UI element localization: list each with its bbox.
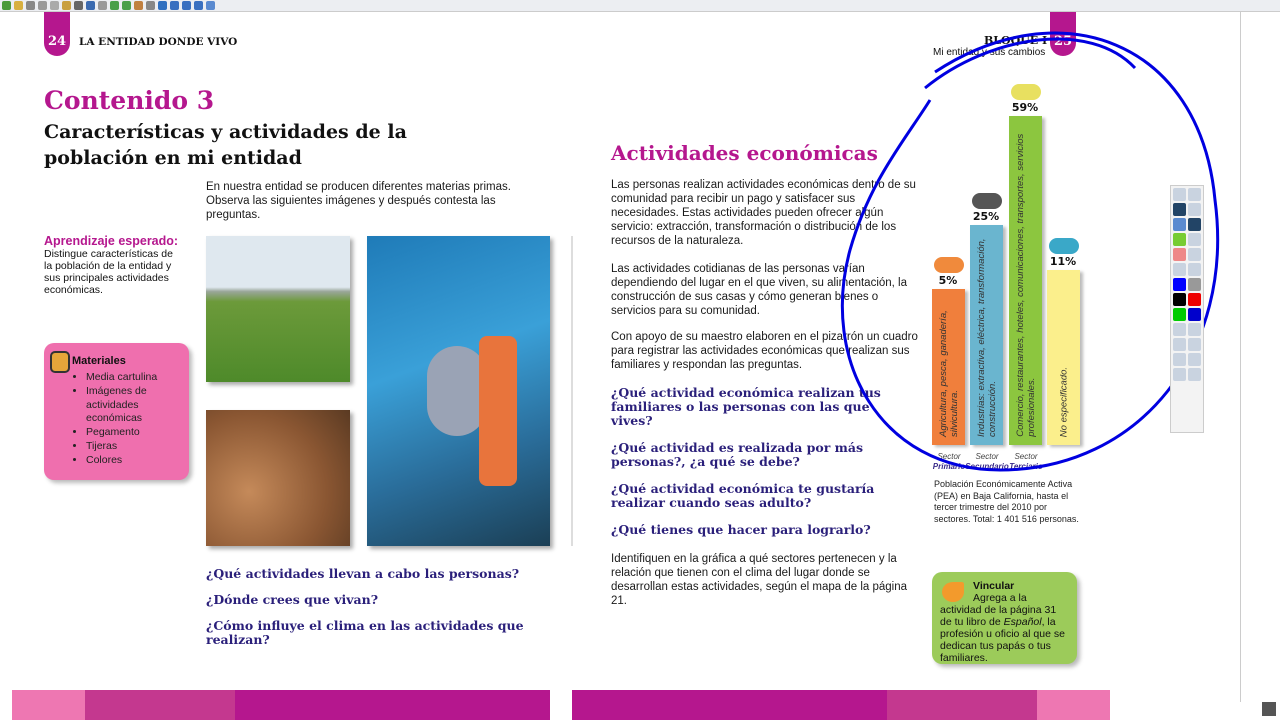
paragraph: Las personas realizan actividades económicas dentro de su comunidad para recibir un pago y satisfacer sus necesidades. Estas actividades pueden ofrecer algún servicio: extracción, transformación o distribución de los recursos de la naturaleza. — [611, 179, 916, 247]
pen-preview-swatch[interactable] — [1173, 188, 1186, 201]
question: ¿Dónde crees que vivan? — [206, 592, 379, 607]
question: ¿Qué actividades llevan a cabo las personas? — [206, 566, 520, 581]
page-number-25: 25 — [1050, 12, 1076, 56]
block-label: BLOQUE I — [984, 34, 1048, 47]
eyedropper-icon[interactable] — [1173, 263, 1186, 276]
export-icon[interactable] — [1188, 368, 1201, 381]
question: ¿Qué actividad es realizada por más personas?, ¿a qué se debe? — [611, 440, 864, 469]
pencil-icon[interactable] — [1173, 218, 1186, 231]
page-title: Características y actividades de la población en mi entidad — [44, 121, 407, 169]
paragraph: Identifiquen en la gráfica a qué sectores pertenecen y la relación que tienen con el clima del lugar donde se desarrollan estas actividades, según el mapa de la página 21. — [611, 553, 907, 607]
fill-icon[interactable] — [1188, 263, 1201, 276]
question: ¿Qué tienes que hacer para lograrlo? — [611, 522, 871, 537]
image-icon[interactable] — [1188, 248, 1201, 261]
black-swatch[interactable] — [1173, 293, 1186, 306]
frame-icon[interactable] — [1173, 338, 1186, 351]
link-text-b: , la profesión u oficio al que se dedican tus papás o tus familiares. — [940, 616, 1065, 664]
color-gray-swatch[interactable] — [1188, 278, 1201, 291]
sector-top: Sector — [975, 452, 999, 461]
drawing-palette — [1170, 185, 1204, 433]
question: ¿Cómo influye el clima en las actividades que realizan? — [206, 618, 524, 647]
red-swatch[interactable] — [1188, 293, 1201, 306]
material-item: • Tijeras — [86, 440, 179, 454]
block-subtitle: Mi entidad y sus cambios — [933, 47, 1046, 58]
color-blue-swatch[interactable] — [1173, 278, 1186, 291]
sector-name: Primario — [932, 462, 966, 471]
sector-top: Sector — [1014, 452, 1038, 461]
select-icon[interactable] — [1173, 203, 1186, 216]
pen-preview-swatch[interactable] — [1188, 188, 1201, 201]
bar-value-label: 59% — [1011, 101, 1039, 115]
material-item: • Media cartulina — [86, 371, 179, 385]
bar-category-label: Agricultura, pesca, ganadería, silvicultura. — [937, 310, 960, 437]
paragraph: Las actividades cotidianas de las personas varían dependiendo del lugar en el que viven, su alimentación, la construcción de sus casas y cómo generan bienes o servicios para su comunidad. — [611, 263, 908, 317]
section-title: Actividades económicas — [611, 141, 878, 165]
chart-caption: Población Económicamente Activa (PEA) en Baja California, hasta el tercer trimestre del 2010 por sectores. Total: 1 401 516 personas. — [934, 479, 1079, 524]
intro-text: En nuestra entidad se producen diferentes materias primas. Observa las siguientes imágenes y después contesta las preguntas. — [206, 181, 511, 221]
bar-category-label: No especificado. — [1058, 366, 1069, 437]
hand-icon[interactable] — [1173, 353, 1186, 366]
eraser-icon[interactable] — [1173, 248, 1186, 261]
page-header: LA ENTIDAD DONDE VIVO — [79, 36, 238, 48]
question: ¿Qué actividad económica te gustaría realizar cuando seas adulto? — [611, 481, 875, 510]
bar-value-label: 5% — [938, 274, 958, 287]
page-number-24: 24 — [44, 12, 70, 56]
question: ¿Qué actividad económica realizan tus familiares o las personas con las que vives? — [611, 385, 881, 428]
sector-name: Terciario — [1009, 462, 1043, 471]
note-icon[interactable] — [1188, 323, 1201, 336]
screen-icon[interactable] — [1188, 353, 1201, 366]
link-text-a: Agrega a la actividad de la página 31 de tu libro de — [940, 592, 1057, 628]
material-item: • Colores — [86, 454, 179, 468]
rectangle-icon[interactable] — [1188, 233, 1201, 246]
materials-title: Materiales — [72, 355, 126, 367]
green-swatch[interactable] — [1173, 308, 1186, 321]
zoom-icon[interactable] — [1188, 203, 1201, 216]
material-item: • Imágenes de actividades económicas — [86, 385, 179, 426]
material-item: • Pegamento — [86, 426, 179, 440]
link-text-em: Español — [1003, 616, 1042, 628]
content-label: Contenido 3 — [44, 86, 215, 115]
bar-value-label: 25% — [972, 210, 1000, 223]
link-title: Vincular — [973, 580, 1015, 592]
clear-icon[interactable] — [1188, 338, 1201, 351]
sector-top: Sector — [937, 452, 961, 461]
stamp-icon[interactable] — [1173, 368, 1186, 381]
text-icon[interactable] — [1188, 218, 1201, 231]
blue-swatch[interactable] — [1188, 308, 1201, 321]
learning-label: Aprendizaje esperado: — [44, 234, 179, 248]
bar-value-label: 11% — [1049, 254, 1077, 268]
learning-text: Distingue características de la población de la entidad y sus principales actividades económicas. — [44, 248, 173, 296]
paragraph: Con apoyo de su maestro elaboren en el pizarrón un cuadro para registrar las actividades económicas que realizan sus familiares y respondan las preguntas. — [611, 331, 918, 371]
bar-category-label: Comercio, restaurantes, hoteles, comunicaciones, transportes, servicios profesionales. — [1014, 133, 1037, 437]
line-style-icon[interactable] — [1173, 323, 1186, 336]
highlighter-icon[interactable] — [1173, 233, 1186, 246]
bar-category-label: Industrias: extractiva, eléctrica, transformación, construcción. — [975, 238, 998, 437]
sector-name: Secundario — [965, 462, 1009, 471]
